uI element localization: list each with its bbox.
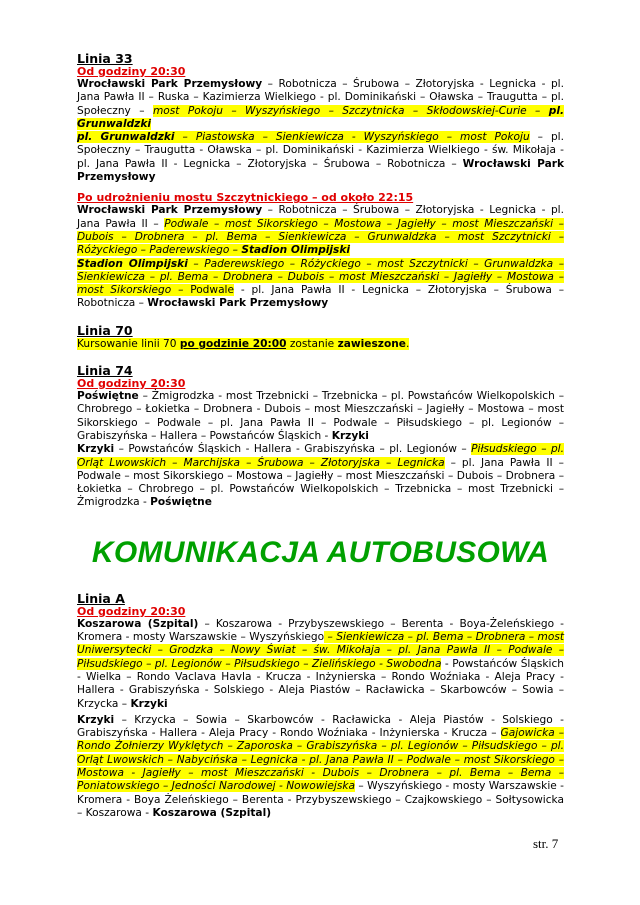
text-run: – Krzycka – Sowia – Skarbowców - Racławicka - Aleja Piastów - Solskiego - Grabiszyńska - Hallera - Aleja Pracy - Rondo Woźniaka - Inżynierska - Krucza – <box>77 713 564 740</box>
text-run: – Powstańców Śląskich - Hallera - Grabiszyńska – pl. Legionów – <box>114 443 472 456</box>
text-run: pl. Grunwaldzki <box>77 131 175 144</box>
document-page <box>77 52 564 820</box>
section-title-linia-33: Linia 33 <box>77 51 133 66</box>
text-run: Podwale <box>190 284 235 297</box>
text-run: Piłsudskiego – pl. Orląt Lwowskich – Marchijska – Śrubowa – Złotoryjska – Legnicka <box>77 443 564 469</box>
text-run: Krzyki <box>77 713 115 726</box>
route-paragraph <box>77 714 564 820</box>
text-run: – Robotnicza – Śrubowa – Złotoryjska - Legnicka - pl. Jana Pawła II – <box>77 204 564 230</box>
section-title-linia-a: Linia A <box>77 590 125 606</box>
section-title-linia-70: Linia 70 <box>77 322 133 338</box>
text-run: - Powstańców Śląskich - Wielka – Rondo Vaclava Havla - Krucza - Inżynierska – Rondo Woźniaka - Aleja Pracy - Hallera - Grabiszyńska - Solskiego - Aleja Piastów – Racławicka – Skarbowców – Sowia – Krzycka – <box>77 657 564 710</box>
route-paragraph <box>77 204 564 257</box>
text-run: – pl. Społeczny – Traugutta - Oławska – pl. Dominikański - Kazimierza Wielkiego - św. Mikołaja - pl. Jana Pawła II - Legnicka – Złotoryjska – Śrubowa – Robotnicza – <box>77 131 564 170</box>
time-note: Po udrożnieniu mostu Szczytnickiego – od około 22:15 <box>77 191 414 205</box>
route-paragraph <box>77 131 564 184</box>
text-run: Koszarowa (Szpital) <box>152 806 272 819</box>
time-note: Od godziny 20:30 <box>77 604 186 618</box>
text-run: zawieszone <box>337 337 406 350</box>
text-run: Krzyki <box>331 429 369 442</box>
text-run: Poświętne <box>150 496 212 509</box>
text-run: Krzyki <box>130 697 168 710</box>
time-note: Od godziny 20:30 <box>77 377 186 391</box>
text-run: Wrocławski Park Przemysłowy <box>77 157 564 184</box>
text-run: Stadion Olimpijski <box>241 244 351 257</box>
text-run: Podwale – most Sikorskiego – Mostowa – Jagiełły – most Mieszczański – Dubois – Drobnera – pl. Bema – Sienkiewicza – Grunwaldzka – most Szczytnicki – Różyckiego – Paderewskiego – <box>77 217 564 257</box>
text-run: - pl. Jana Pawła II - Legnicka – Złotoryjska – Śrubowa – Robotnicza – <box>77 284 564 310</box>
text-run: – Robotnicza – Śrubowa – Złotoryjska - Legnicka - pl. Jana Pawła II – Ruska – Kazimierza Wielkiego - pl. Dominikański – Oławska – Traugutta – pl. Społeczny – <box>77 78 564 117</box>
text-run: . <box>405 337 410 350</box>
page-number: str. 7 <box>533 836 559 851</box>
text-run: Poświętne <box>77 390 139 403</box>
text-run: – Paderewskiego – Różyckiego – most Szczytnicki – Grunwaldzka – Sienkiewicza – pl. Bema – Drobnera – Dubois – most Mieszczański – Jagiełły – Mostowa – most Sikorskiego – <box>77 257 564 297</box>
text-run: most Pokoju – Wyszyńskiego – Szczytnicka – Skłodowskiej-Curie – <box>152 104 549 117</box>
bus-section-heading: KOMUNIKACJA AUTOBUSOWA <box>91 535 550 569</box>
text-run: Koszarowa (Szpital) <box>77 617 199 630</box>
text-run: zostanie <box>286 337 338 350</box>
route-paragraph <box>77 78 564 131</box>
route-paragraph <box>77 390 564 443</box>
text-run: – Piastowska – Sienkiewicza - Wyszyńskiego – most Pokoju <box>174 131 530 144</box>
section-title-linia-74: Linia 74 <box>77 363 133 379</box>
text-run: Stadion Olimpijski <box>77 257 188 270</box>
text-run: – Żmigrodzka - most Trzebnicki – Trzebnicka – pl. Powstańców Wielkopolskich – Chrobrego – Łokietka – Drobnera - Dubois – most Mieszczański – Jagiełły – Mostowa – most Sikorskiego – Podwale – pl. Jana Pawła II – Podwale – Piłsudskiego – pl. Legionów – Grabiszyńska – Hallera – Powstańców Śląskich - <box>77 390 564 442</box>
text-run: pl. Grunwaldzki <box>77 104 564 130</box>
text-run: – Wyszyńskiego - mosty Warszawskie - Kromera - Boya Żeleńskiego – Berenta - Przybyszewskiego – Czajkowskiego – Sołtysowicka – Koszarowa - <box>77 780 565 819</box>
text-run: Wrocławski Park Przemysłowy <box>77 204 263 217</box>
suspension-note <box>77 338 564 351</box>
text-run: Krzyki <box>77 443 115 456</box>
time-note: Od godziny 20:30 <box>77 65 186 78</box>
text-run: po godzinie 20:00 <box>179 337 287 350</box>
text-run: – Sienkiewicza – pl. Bema – Drobnera – most Uniwersytecki – Grodzka – Nowy Świat – św. Mikołaja – pl. Jana Pawła II – Podwale – Piłsudskiego – pl. Legionów – Piłsudskiego – Zielińskiego - Swobodna <box>77 631 564 670</box>
text-run: Gajowicka – Rondo Żołnierzy Wyklętych – Zaporoska – Grabiszyńska – pl. Legionów – Piłsudskiego – pl. Orląt Lwowskich – Nabycińska – Legnicka - pl. Jana Pawła II – Podwale – most Sikorskiego – Mostowa - Jagiełły – most Mieszczański - Dubois – Drobnera – pl. Bema – Bema – Poniatowskiego – Jedności Narodowej - Nowowiejska <box>77 727 564 793</box>
text-run: – pl. Jana Pawła II – Podwale – most Sikorskiego – Mostowa – Jagiełły – most Mieszczański – Dubois – Drobnera – Łokietka – Chrobrego – pl. Powstańców Wielkopolskich – Trzebnicka – most Trzebnicki – Żmigrodzka - <box>77 456 564 509</box>
text-run: Wrocławski Park Przemysłowy <box>147 297 329 310</box>
route-paragraph <box>77 443 564 509</box>
text-run: Wrocławski Park Przemysłowy <box>77 78 263 90</box>
route-paragraph <box>77 258 564 311</box>
route-paragraph <box>77 618 564 711</box>
text-run: – Koszarowa - Przybyszewskiego – Berenta - Boya-Żeleńskiego - Kromera - mosty Warszawskie – Wyszyńskiego <box>77 617 564 644</box>
text-run: Kursowanie linii 70 <box>77 337 180 350</box>
